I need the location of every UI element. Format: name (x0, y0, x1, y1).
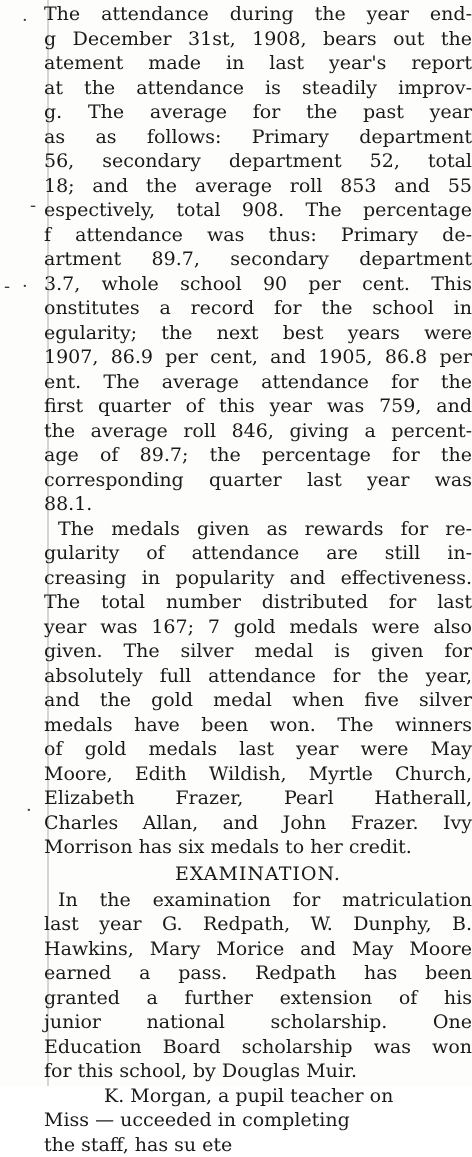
text-line: Charles Allan, and John Frazer. Ivy (44, 811, 472, 836)
text-line: g. The average for the past year (44, 100, 472, 125)
text-line: K. Morgan, a pupil teacher on (44, 1084, 472, 1109)
text-line: 56, secondary department 52, total (44, 149, 472, 174)
margin-mark: · (26, 800, 32, 821)
text-line: first quarter of this year was 759, and (44, 394, 472, 419)
text-line: artment 89.7, secondary department (44, 247, 472, 272)
text-line: Moore, Edith Wildish, Myrtle Church, (44, 762, 472, 787)
text-line: Elizabeth Frazer, Pearl Hatherall, (44, 786, 472, 811)
text-line: given. The silver medal is given for (44, 639, 472, 664)
text-line: medals have been won. The winners (44, 713, 472, 738)
text-line: the average roll 846, giving a percent- (44, 419, 472, 444)
text-line: granted a further extension of his (44, 986, 472, 1011)
text-line: corresponding quarter last year was (44, 468, 472, 493)
text-line: espectively, total 908. The percentage (44, 198, 472, 223)
text-line: g December 31st, 1908, bears out the (44, 27, 472, 52)
text-line: absolutely full attendance for the year, (44, 664, 472, 689)
text-line: year was 167; 7 gold medals were also (44, 615, 472, 640)
text-line: f attendance was thus: Primary de- (44, 223, 472, 248)
text-line: age of 89.7; the percentage for the (44, 443, 472, 468)
text-line: 3.7, whole school 90 per cent. This (44, 272, 472, 297)
text-line: Morrison has six medals to her credit. (44, 835, 472, 860)
margin-mark: - (4, 276, 10, 297)
text-line: the staff, has su ete (44, 1133, 472, 1157)
section-heading: EXAMINATION. (44, 860, 472, 888)
text-line: of gold medals last year were May (44, 737, 472, 762)
text-line: 18; and the average roll 853 and 55 (44, 174, 472, 199)
text-line: Hawkins, Mary Morice and May Moore (44, 937, 472, 962)
margin-mark: · (22, 10, 28, 31)
text-line: 88.1. (44, 492, 472, 517)
paragraph-staff (44, 1084, 472, 1157)
text-line: last year G. Redpath, W. Dunphy, B. (44, 912, 472, 937)
text-line: for this school, by Douglas Muir. (44, 1059, 472, 1084)
margin-mark: · (22, 276, 28, 297)
paragraph-medals (44, 517, 472, 860)
article-column (44, 2, 472, 1157)
text-line: Miss — ucceeded in completing (44, 1108, 472, 1133)
text-line: 1907, 86.9 per cent, and 1905, 86.8 per (44, 345, 472, 370)
text-line: and the gold medal when five silver (44, 688, 472, 713)
text-line: at the attendance is steadily improv- (44, 76, 472, 101)
text-line: The total number distributed for last (44, 590, 472, 615)
text-line: ent. The average attendance for the (44, 370, 472, 395)
text-line: Education Board scholarship was won (44, 1035, 472, 1060)
margin-mark: - (30, 195, 36, 216)
text-line: earned a pass. Redpath has been (44, 961, 472, 986)
text-line: onstitutes a record for the school in (44, 296, 472, 321)
text-line: In the examination for matriculation (44, 888, 472, 913)
text-line: gularity of attendance are still in- (44, 541, 472, 566)
text-line: atement made in last year's report (44, 51, 472, 76)
paragraph-attendance (44, 2, 472, 517)
text-line: as as follows: Primary department (44, 125, 472, 150)
text-line: The medals given as rewards for re- (44, 517, 472, 542)
left-margin (0, 0, 44, 1086)
text-line: egularity; the next best years were (44, 321, 472, 346)
text-line: junior national scholarship. One (44, 1010, 472, 1035)
text-line: The attendance during the year end- (44, 2, 472, 27)
text-line: creasing in popularity and effectiveness. (44, 566, 472, 591)
paragraph-examination (44, 888, 472, 1084)
